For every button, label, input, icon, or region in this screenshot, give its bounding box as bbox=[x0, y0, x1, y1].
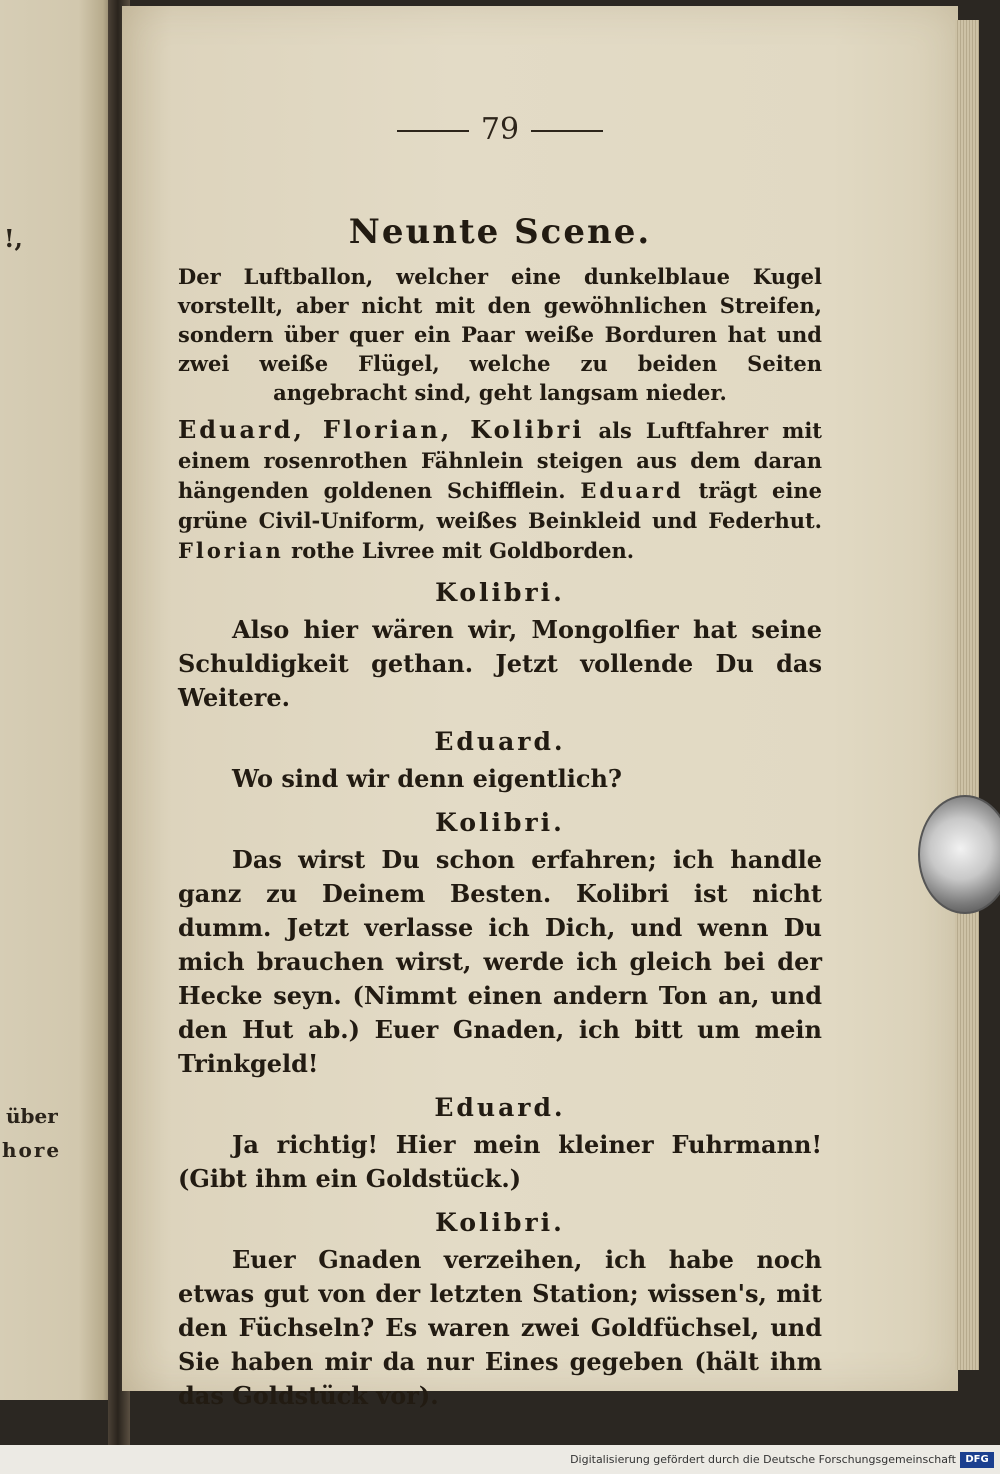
left-page-fragment-2: über bbox=[6, 1104, 58, 1128]
persons-text: als Luftfahrer mit einem rosenrothen Fähnlein steigen aus dem daran hängenden goldenen Schifflein. bbox=[178, 418, 823, 503]
persons-description bbox=[178, 415, 822, 566]
dfg-logo: DFG bbox=[960, 1452, 994, 1468]
left-page-fragment-1: !, bbox=[4, 224, 23, 253]
speaker-5: Kolibri. bbox=[435, 1208, 565, 1237]
page-number-value: 79 bbox=[480, 112, 520, 147]
eduard-costume: trägt eine grüne Civil-Uniform, weißes Beinkleid und Federhut. bbox=[178, 478, 823, 533]
eduard-name: Eduard bbox=[580, 478, 684, 503]
speaker-3: Kolibri. bbox=[435, 808, 565, 837]
speech-1: Also hier wären wir, Mongolfier hat seine Schuldigkeit gethan. Jetzt vollende Du das Weitere. bbox=[178, 615, 822, 712]
speech-2: Wo sind wir denn eigentlich? bbox=[232, 764, 622, 793]
left-page bbox=[0, 0, 112, 1400]
florian-costume: rothe Livree mit Goldborden. bbox=[291, 538, 635, 563]
scene-title: Neunte Scene. bbox=[348, 212, 652, 252]
rule-left bbox=[397, 130, 469, 132]
speaker-1: Kolibri. bbox=[435, 578, 565, 607]
funding-credit: Digitalisierung gefördert durch die Deutsche Forschungsgemeinschaft bbox=[570, 1453, 956, 1466]
speech-4: Ja richtig! Hier mein kleiner Fuhrmann! (Gibt ihm ein Goldstück.) bbox=[178, 1130, 822, 1193]
page-content bbox=[178, 212, 822, 1413]
speech-5: Euer Gnaden verzeihen, ich habe noch etwas gut von der letzten Station; wissen's, mit den Füchseln? Es waren zwei Goldfüchsel, und Sie haben mir da nur Eines gegeben (hält ihm das Goldstück vor). bbox=[178, 1245, 822, 1410]
stage-direction: Der Luftballon, welcher eine dunkelblaue Kugel vorstellt, aber nicht mit den gewöhnlichen Streifen, sondern über quer ein Paar weiße Borduren hat und zwei weiße Flügel, welche zu beiden Seiten angebracht sind, geht langsam nieder. bbox=[178, 264, 822, 405]
florian-name: Florian bbox=[178, 538, 284, 563]
persons-names: Eduard, Florian, Kolibri bbox=[178, 415, 585, 444]
speech-3: Das wirst Du schon erfahren; ich handle ganz zu Deinem Besten. Kolibri ist nicht dumm. Jetzt verlasse ich Dich, und wenn Du mich brauchen wirst, werde ich gleich bei der Hecke seyn. (Nimmt einen andern Ton an, und den Hut ab.) Euer Gnaden, ich bitt um mein Trinkgeld! bbox=[178, 845, 822, 1078]
page-number bbox=[380, 112, 620, 147]
page-edge bbox=[955, 20, 979, 1370]
left-page-fragment-3: hore bbox=[2, 1138, 62, 1162]
speaker-4: Eduard. bbox=[434, 1093, 566, 1122]
speaker-2: Eduard. bbox=[434, 727, 566, 756]
footer-bar bbox=[0, 1447, 1000, 1474]
rule-right bbox=[531, 130, 603, 132]
